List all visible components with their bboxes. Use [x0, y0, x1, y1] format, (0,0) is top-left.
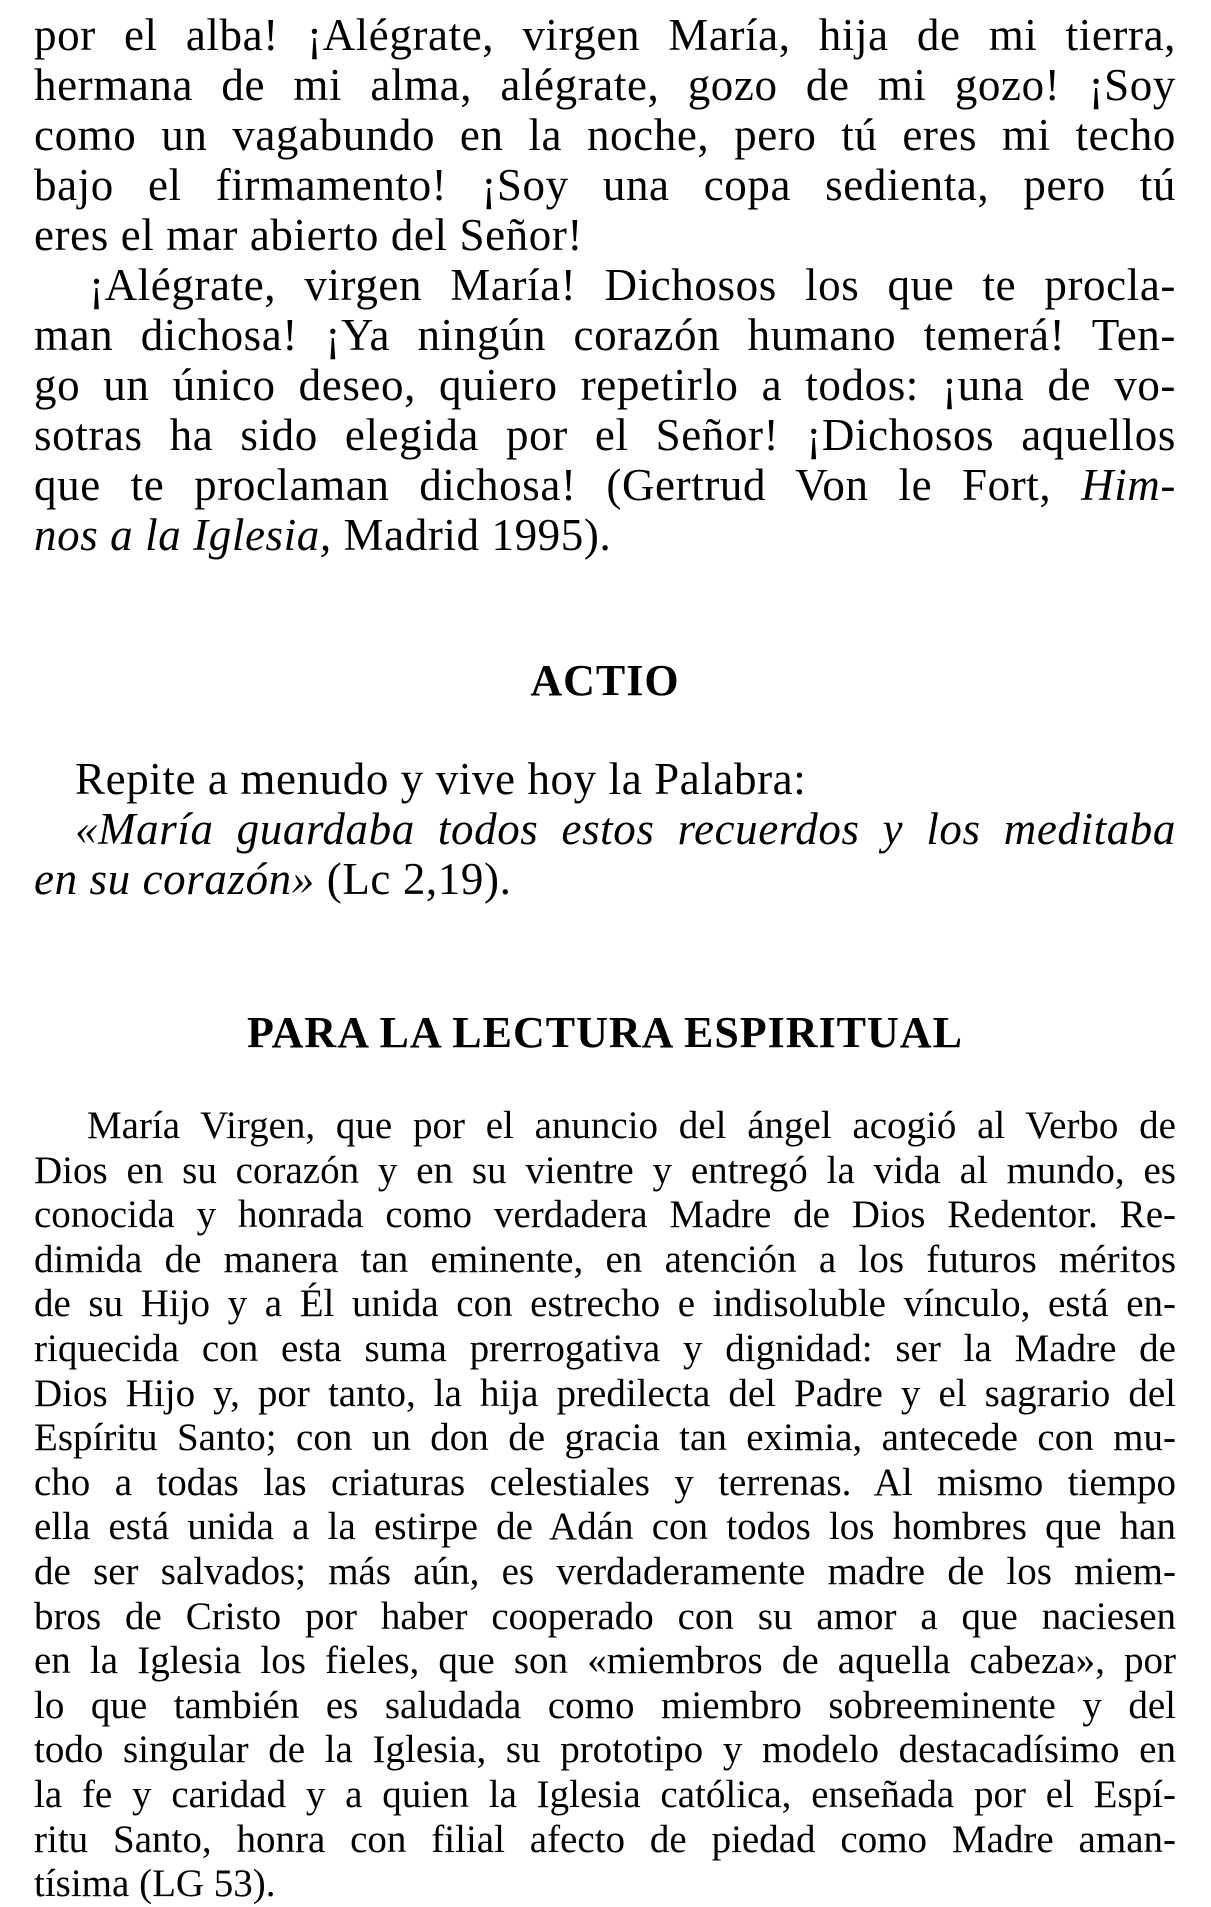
citation-text: que te proclaman dichosa! (Gertrud Von le Fort, — [34, 460, 1082, 510]
text-line: eres el mar abierto del Señor! — [34, 210, 584, 260]
text-line: por el alba! ¡Alégrate, virgen María, hija de mi tierra, — [34, 10, 1176, 60]
text-line: lo que también es saludada como miembro sobreeminente y del — [34, 1683, 1176, 1727]
hymn-paragraph-2 — [34, 260, 1176, 560]
text-line: la fe y caridad y a quien la Iglesia católica, enseñada por el Espí- — [34, 1772, 1176, 1816]
lectura-heading: PARA LA LECTURA ESPIRITUAL — [247, 1008, 963, 1057]
text-line — [34, 510, 1176, 560]
text-line: man dichosa! ¡Ya ningún corazón humano temerá! Ten- — [34, 310, 1176, 360]
text-line: de su Hijo y a Él unida con estrecho e indisoluble vínculo, está en- — [34, 1282, 1176, 1326]
actio-quote-line: «María guardaba todos estos recuerdos y los meditaba — [75, 804, 1176, 854]
actio-quote-line — [34, 854, 1176, 904]
hymn-paragraph-1 — [34, 10, 1176, 260]
text-line: tísima (LG 53). — [34, 1862, 276, 1906]
text-line: hermana de mi alma, alégrate, gozo de mi gozo! ¡Soy — [34, 60, 1176, 110]
text-line: sotras ha sido elegida por el Señor! ¡Dichosos aquellos — [34, 410, 1176, 460]
text-line: como un vagabundo en la noche, pero tú eres mi techo — [34, 110, 1176, 160]
text-line: ella está unida a la estirpe de Adán con todos los hombres que han — [34, 1505, 1176, 1549]
text-line: go un único deseo, quiero repetirlo a todos: ¡una de vo- — [34, 360, 1176, 410]
citation-title-part: Him- — [1081, 460, 1176, 510]
text-line: Dios en su corazón y en su vientre y entregó la vida al mundo, es — [34, 1148, 1176, 1192]
actio-reference: (Lc 2,19). — [314, 854, 512, 904]
text-line: conocida y honrada como verdadera Madre de Dios Redentor. Re- — [34, 1193, 1176, 1237]
text-line: dimida de manera tan eminente, en atención a los futuros méritos — [34, 1237, 1176, 1281]
text-line: Espíritu Santo; con un don de gracia tan eximia, antecede con mu- — [34, 1416, 1176, 1460]
actio-block — [34, 754, 1176, 904]
actio-heading: ACTIO — [530, 656, 680, 705]
text-line: bajo el firmamento! ¡Soy una copa sedienta, pero tú — [34, 160, 1176, 210]
actio-quote-italic: en su corazón» — [34, 854, 315, 904]
text-line — [34, 460, 1176, 510]
text-line: en la Iglesia los fieles, que son «miembros de aquella cabeza», por — [34, 1639, 1176, 1683]
text-line: cho a todas las criaturas celestiales y terrenas. Al mismo tiempo — [34, 1460, 1176, 1504]
text-line: riquecida con esta suma prerrogativa y dignidad: ser la Madre de — [34, 1326, 1176, 1370]
citation-title-part: nos a la Iglesia, — [34, 510, 332, 560]
book-page — [34, 10, 1176, 1907]
citation-text: Madrid 1995). — [331, 510, 612, 560]
text-line: Dios Hijo y, por tanto, la hija predilecta del Padre y el sagrario del — [34, 1371, 1176, 1415]
text-line: María Virgen, que por el anuncio del ángel acogió al Verbo de — [87, 1104, 1176, 1147]
actio-instruction: Repite a menudo y vive hoy la Palabra: — [75, 754, 807, 804]
text-line: todo singular de la Iglesia, su prototipo y modelo destacadísimo en — [34, 1728, 1176, 1772]
text-line: bros de Cristo por haber cooperado con su amor a que naciesen — [34, 1594, 1176, 1638]
lectura-paragraph — [34, 1104, 1176, 1907]
text-line: de ser salvados; más aún, es verdaderamente madre de los miem- — [34, 1549, 1176, 1593]
text-line: ritu Santo, honra con filial afecto de piedad como Madre aman- — [34, 1817, 1176, 1861]
text-line: ¡Alégrate, virgen María! Dichosos los que te procla- — [89, 260, 1176, 310]
